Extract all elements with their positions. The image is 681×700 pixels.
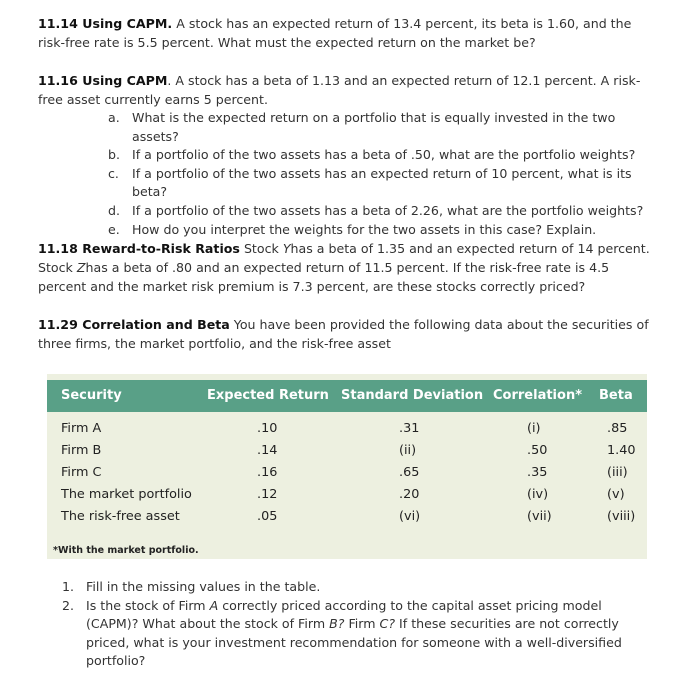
table-row: The risk-free asset .05 (vi) (vii) (viii) bbox=[61, 509, 636, 524]
question-11-18: 11.18 Reward-to-Risk Ratios Stock Yhas a beta of 1.35 and an expected return of 14 percent. Stock Zhas a beta of .80 and an expected return of 11.5 percent. If the risk-free rate is 4.5 percent and the market risk premium is 7.3 percent, are these stocks correctly priced? bbox=[38, 241, 650, 294]
list-item: d. If a portfolio of the two assets has a beta of 2.26, what are the portfolio weights? bbox=[108, 202, 644, 218]
list-item: c. If a portfolio of the two assets has an expected return of 10 percent, what is its beta? bbox=[108, 165, 632, 200]
list-item: a. What is the expected return on a portfolio that is equally invested in the two assets? bbox=[108, 110, 616, 144]
table-row: Firm C .16 .65 .35 (iii) bbox=[61, 465, 628, 480]
question-text: . A stock has a beta of 1.13 and an expected return of 12.1 percent. A risk-free asset currently earns 5 percent. bbox=[38, 73, 641, 107]
header-security: Security bbox=[61, 388, 122, 403]
question-number: 11.29 bbox=[38, 317, 78, 332]
question-title: Using CAPM bbox=[82, 73, 168, 88]
question-11-16 bbox=[38, 71, 658, 109]
list-item: 1. Fill in the missing values in the table. bbox=[62, 579, 321, 594]
list-item: b. If a portfolio of the two assets has a beta of .50, what are the portfolio weights? bbox=[108, 147, 636, 163]
question-text: A stock has an expected return of 13.4 percent, its beta is 1.60, and the risk-free rate is 5.5 percent. What must the expected return on the market be? bbox=[38, 16, 632, 50]
question-text: You have been provided the following data about the securities of three firms, the market portfolio, and the risk-free asset bbox=[38, 317, 649, 351]
table-row: The market portfolio .12 .20 (iv) (v) bbox=[61, 487, 625, 502]
header-correlation: Correlation* bbox=[493, 388, 582, 403]
header-beta: Beta bbox=[599, 388, 633, 403]
table-row: Firm B .14 (ii) .50 1.40 bbox=[61, 443, 636, 458]
question-title: Correlation and Beta bbox=[82, 317, 230, 332]
question-11-29 bbox=[38, 315, 658, 353]
question-11-14 bbox=[38, 14, 658, 52]
question-title: Reward-to-Risk Ratios bbox=[82, 241, 240, 256]
header-standard-deviation: Standard Deviation bbox=[341, 388, 484, 403]
question-11-16-parts bbox=[108, 109, 648, 239]
question-number: 11.14 bbox=[38, 16, 78, 31]
table-row: Firm A .10 .31 (i) .85 bbox=[61, 421, 628, 436]
question-number: 11.18 bbox=[38, 241, 78, 256]
list-item: e. How do you interpret the weights for the two assets in this case? Explain. bbox=[108, 221, 597, 237]
question-number: 11.16 bbox=[38, 73, 78, 88]
table-footnote: *With the market portfolio. bbox=[53, 545, 199, 556]
question-title: Using CAPM. bbox=[82, 16, 173, 31]
list-item: 2. Is the stock of Firm A correctly priced according to the capital asset pricing model (CAPM)? What about the stock of Firm B? Firm C? If these securities are not correctly priced, what is your investment recommendation for someone with a well-diversified portfolio? bbox=[62, 597, 622, 669]
header-expected-return: Expected Return bbox=[207, 388, 329, 403]
securities-table bbox=[47, 374, 647, 559]
task-list bbox=[62, 578, 652, 671]
table-header bbox=[47, 380, 647, 412]
